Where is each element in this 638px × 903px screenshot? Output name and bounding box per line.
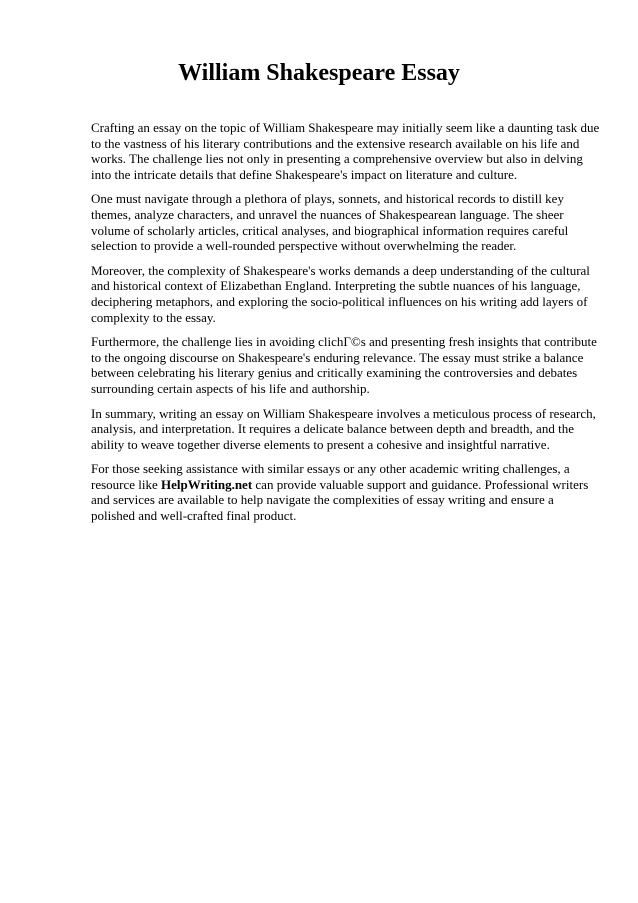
essay-body — [91, 120, 601, 533]
brand-name: HelpWriting.net — [161, 476, 253, 492]
closing-paragraph — [91, 461, 601, 523]
paragraph-3: Moreover, the complexity of Shakespeare's works demands a deep understanding of the cultural and historical context of Elizabethan England. Interpreting the subtle nuances of his language, deciphering metaphors, and exploring the socio-political influences on his writing add layers of complexity to the essay. — [91, 262, 590, 325]
paragraph-4: Furthermore, the challenge lies in avoiding clichГ©s and presenting fresh insights that contribute to the ongoing discourse on Shakespeare's enduring relevance. The essay must strike a balance between celebrating his literary genius and critically examining the controversies and debates surrounding certain aspects of his life and authorship. — [91, 334, 597, 396]
page-title: William Shakespeare Essay — [178, 60, 460, 86]
paragraph-2: One must navigate through a plethora of plays, sonnets, and historical records to distill key themes, analyze characters, and unravel the nuances of Shakespearean language. The sheer volume of scholarly articles, critical analyses, and biographical information requires careful selection to provide a well-rounded perspective without overwhelming the reader. — [91, 191, 569, 254]
closing-text-before: For those seeking assistance with similar essays or any other academic writing challenges, a resource like — [91, 461, 570, 492]
paragraph-5: In summary, writing an essay on William Shakespeare involves a meticulous process of research, analysis, and interpretation. It requires a delicate balance between depth and breadth, and the ability to weave together diverse elements to present a cohesive and insightful narrative. — [91, 405, 596, 452]
closing-text-after: can provide valuable support and guidance. Professional writers and services are available to help navigate the complexities of essay writing and ensure a polished and well-crafted final product. — [91, 476, 589, 524]
paragraph-1: Crafting an essay on the topic of William Shakespeare may initially seem like a daunting task due to the vastness of his literary contributions and the extensive research available on his life and works. The challenge lies not only in presenting a comprehensive overview but also in delving into the intricate details that define Shakespeare's impact on literature and culture. — [91, 120, 600, 182]
